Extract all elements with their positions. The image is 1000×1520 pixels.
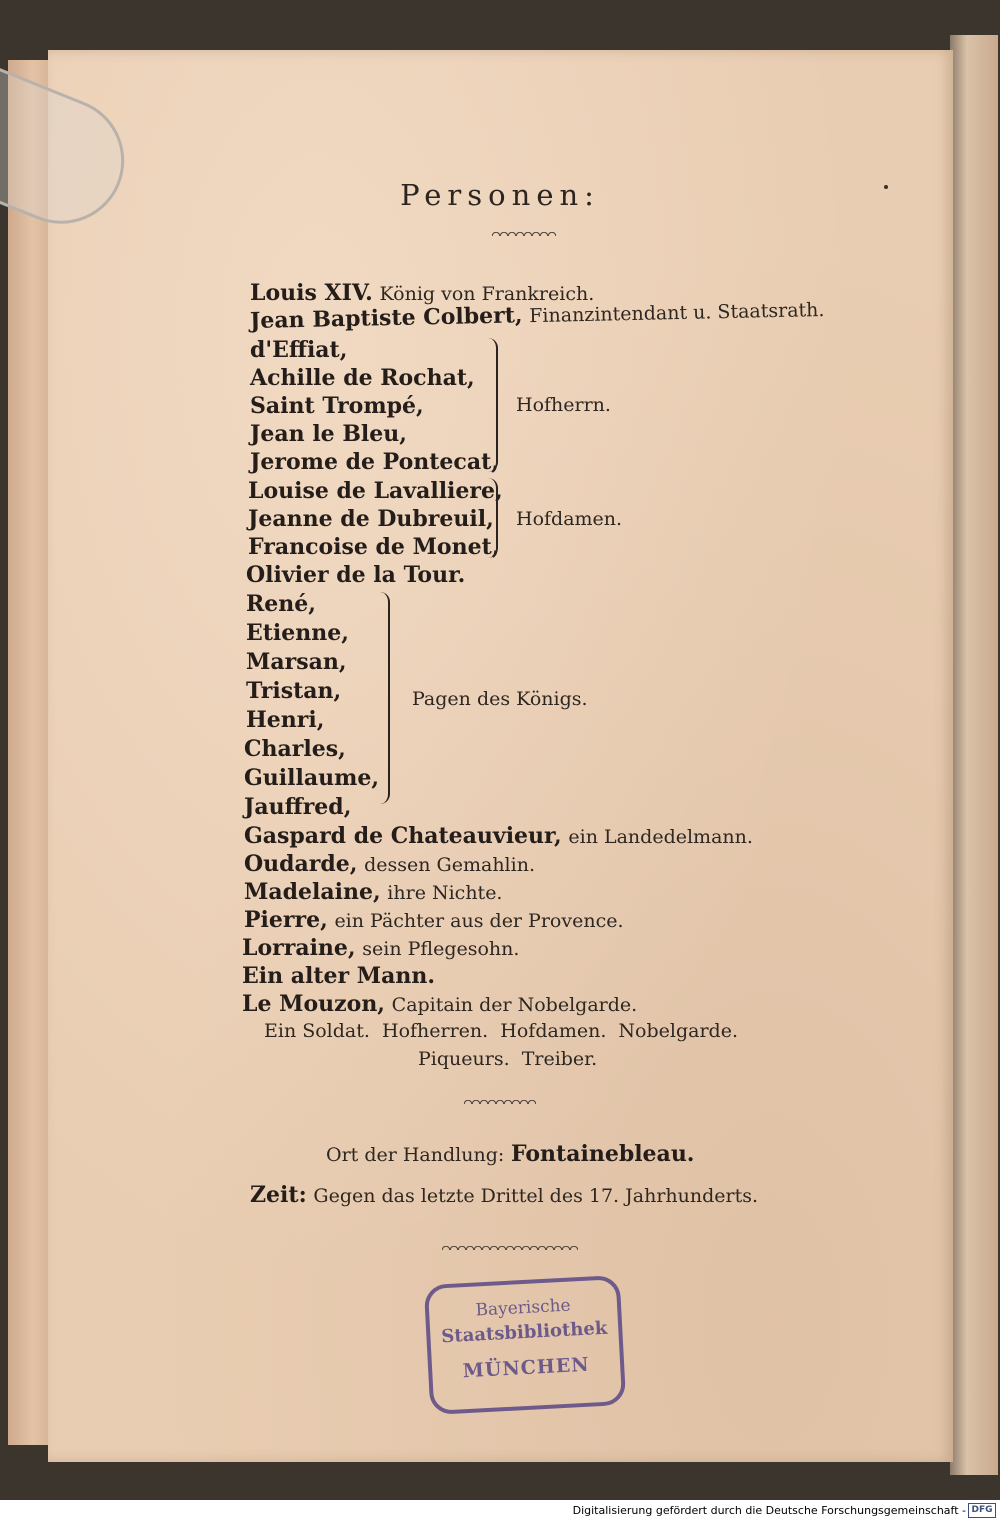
ornament-rule-middle bbox=[464, 1100, 536, 1108]
cast-row bbox=[248, 508, 494, 530]
time-text: Gegen das letzte Drittel des 17. Jahrhunderts. bbox=[313, 1185, 759, 1207]
dfg-logo-icon: DFG bbox=[968, 1503, 996, 1518]
group-label-hofherrn: Hofherrn. bbox=[516, 394, 611, 416]
cast-name: Guillaume, bbox=[244, 765, 380, 791]
cast-name: Achille de Rochat, bbox=[250, 365, 475, 391]
cast-desc: ein Pächter aus der Provence. bbox=[334, 910, 624, 932]
cast-name: d'Effiat, bbox=[250, 337, 348, 363]
cast-desc: König von Frankreich. bbox=[379, 283, 595, 305]
cast-name: Louise de Lavalliere, bbox=[248, 478, 503, 504]
cast-desc: Finanzintendant u. Staatsrath. bbox=[529, 298, 825, 328]
cast-row bbox=[244, 881, 502, 903]
stamp-line-3: MÜNCHEN bbox=[462, 1353, 591, 1383]
stamp-line-2: Staatsbibliothek bbox=[440, 1317, 608, 1348]
cast-name: Ein alter Mann. bbox=[242, 963, 436, 989]
cast-row bbox=[244, 796, 351, 818]
cast-desc: Capitain der Nobelgarde. bbox=[391, 994, 638, 1016]
cast-name: Oudarde, bbox=[244, 851, 358, 877]
cast-row bbox=[242, 993, 637, 1015]
cast-name: Louis XIV. bbox=[250, 280, 373, 306]
left-page-edge bbox=[8, 60, 51, 1445]
cast-row bbox=[244, 738, 346, 760]
cast-name: Pierre, bbox=[244, 907, 328, 933]
cast-name: Francoise de Monet, bbox=[248, 534, 500, 560]
cast-row bbox=[250, 395, 424, 417]
place-name: Fontainebleau. bbox=[510, 1141, 695, 1167]
cast-row bbox=[244, 853, 535, 875]
cast-row bbox=[242, 937, 519, 959]
cast-row bbox=[246, 564, 465, 586]
cast-desc: ihre Nichte. bbox=[387, 882, 503, 904]
cast-row bbox=[250, 423, 407, 445]
cast-name: Jean le Bleu, bbox=[250, 421, 407, 447]
cast-desc: sein Pflegesohn. bbox=[362, 938, 520, 960]
cast-row bbox=[246, 651, 347, 673]
cast-row bbox=[244, 767, 379, 789]
cast-name: Jeanne de Dubreuil, bbox=[248, 506, 494, 532]
cast-name: Tristan, bbox=[246, 678, 342, 704]
cast-row bbox=[244, 825, 753, 847]
cast-row bbox=[250, 367, 475, 389]
cast-name: Lorraine, bbox=[242, 935, 356, 961]
time-label: Zeit: bbox=[250, 1182, 307, 1208]
cast-row bbox=[250, 451, 499, 473]
library-stamp bbox=[424, 1275, 627, 1415]
place-line bbox=[326, 1143, 694, 1165]
right-page-edge bbox=[950, 35, 998, 1475]
cast-row bbox=[250, 282, 594, 304]
cast-row bbox=[242, 965, 435, 987]
cast-row bbox=[248, 536, 499, 558]
title-ornament-rule bbox=[492, 232, 556, 240]
cast-row bbox=[246, 622, 349, 644]
time-line bbox=[250, 1184, 758, 1206]
brace-hofherrn bbox=[486, 338, 498, 472]
cast-row bbox=[250, 339, 347, 361]
cast-name: Marsan, bbox=[246, 649, 347, 675]
cast-desc: ein Landedelmann. bbox=[568, 826, 753, 848]
brace-hofdamen bbox=[486, 478, 498, 558]
cast-name: René, bbox=[246, 591, 316, 617]
place-label: Ort der Handlung: bbox=[326, 1144, 505, 1166]
cast-name: Jauffred, bbox=[244, 794, 352, 820]
cast-name: Le Mouzon, bbox=[242, 991, 385, 1017]
extras-line-1: Ein Soldat. Hofherren. Hofdamen. Nobelgarde. bbox=[264, 1020, 738, 1042]
cast-desc: dessen Gemahlin. bbox=[364, 854, 535, 876]
cast-name: Olivier de la Tour. bbox=[246, 562, 466, 588]
cast-name: Jean Baptiste Colbert, bbox=[249, 302, 523, 334]
cast-name: Etienne, bbox=[246, 620, 349, 646]
cast-row bbox=[244, 909, 624, 931]
cast-name: Charles, bbox=[244, 736, 346, 762]
cast-row bbox=[248, 480, 503, 502]
brace-pagen bbox=[378, 592, 390, 804]
cast-name: Madelaine, bbox=[244, 879, 381, 905]
group-label-hofdamen: Hofdamen. bbox=[516, 508, 623, 530]
digitization-footer bbox=[0, 1500, 1000, 1520]
cast-name: Saint Trompé, bbox=[250, 393, 424, 419]
cast-name: Henri, bbox=[246, 707, 325, 733]
cast-name: Gaspard de Chateauvieur, bbox=[244, 823, 562, 849]
footer-text: Digitalisierung gefördert durch die Deutsche Forschungsgemeinschaft - bbox=[572, 1504, 966, 1517]
cast-name: Jerome de Pontecat, bbox=[250, 449, 499, 475]
extras-line-2: Piqueurs. Treiber. bbox=[418, 1048, 598, 1070]
cast-row bbox=[246, 709, 324, 731]
stamp-line-1: Bayerische bbox=[475, 1295, 572, 1321]
ornament-rule-bottom bbox=[442, 1246, 578, 1254]
group-label-pagen: Pagen des Königs. bbox=[412, 688, 588, 710]
cast-row bbox=[246, 680, 341, 702]
cast-row bbox=[246, 593, 316, 615]
page-title: Personen: bbox=[400, 178, 600, 212]
